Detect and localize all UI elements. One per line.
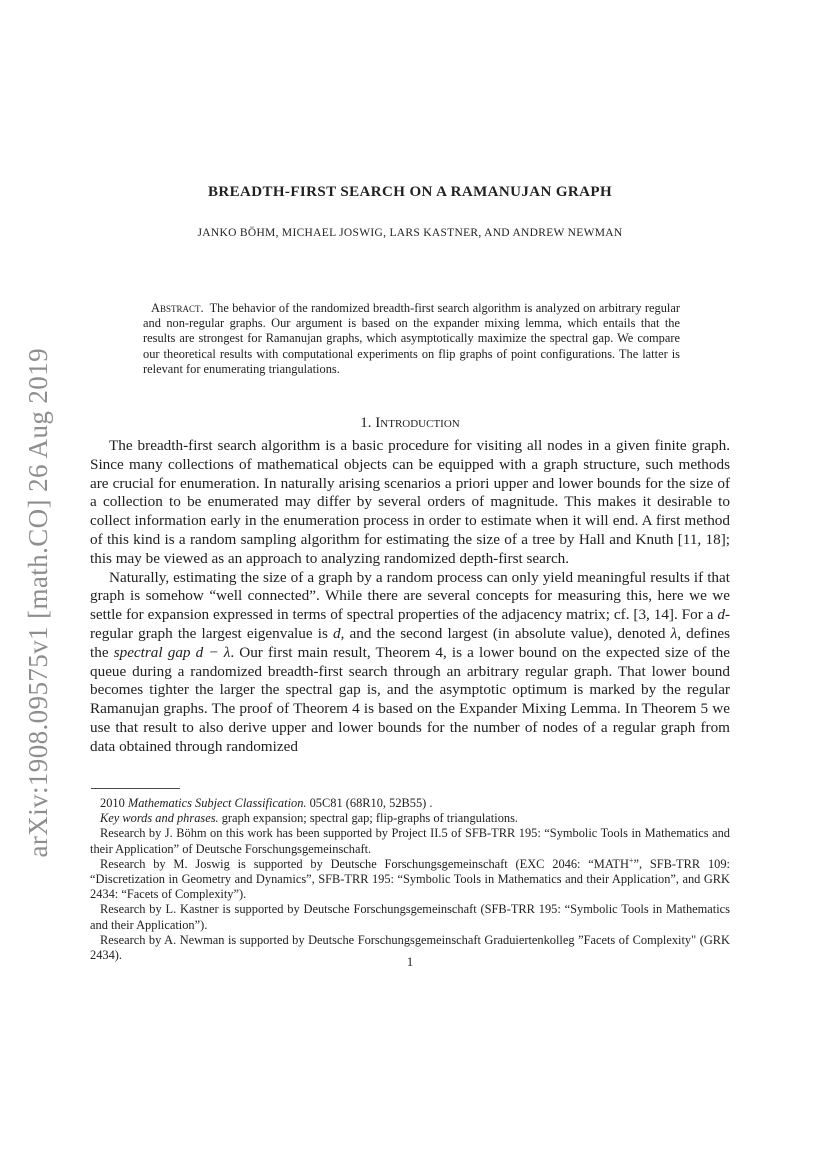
- arxiv-stamp-text: arXiv:1908.09575v1 [math.CO] 26 Aug 2019: [22, 348, 53, 858]
- paper-authors: JANKO BÖHM, MICHAEL JOSWIG, LARS KASTNER, AND ANDREW NEWMAN: [197, 227, 623, 239]
- section-heading: [90, 415, 730, 432]
- footnote-msc: 2010 Mathematics Subject Classification. 05C81 (68R10, 52B55) .: [100, 796, 433, 810]
- footnote-funding-newman: Research by A. Newman is supported by Deutsche Forschungsgemeinschaft Graduiertenkolleg ”Facets of Complexity" (GRK 2434).: [90, 932, 730, 963]
- footnote-funding-joswig: Research by M. Joswig is supported by Deutsche Forschungsgemeinschaft (EXC 2046: “MATH+”, SFB-TRR 109: “Discretization in Geometry and Dynamics”, SFB-TRR 195: “Symbolic Tools in Mathematics and their Application”, and GRK 2434: “Facets of Complexity”).: [90, 855, 731, 902]
- footnote-funding-boehm: Research by J. Böhm on this work has been supported by Project II.5 of SFB-TRR 195: “Symbolic Tools in Mathematics and their Application” of Deutsche Forschungsgemeinschaft.: [90, 826, 730, 856]
- abstract-paragraph: [143, 301, 680, 377]
- abstract-label: Abstract.: [151, 301, 204, 315]
- paper-title: BREADTH-FIRST SEARCH ON A RAMANUJAN GRAPH: [207, 184, 613, 200]
- body-paragraph-2: Naturally, estimating the size of a graph by a random process can only yield meaningful results if that graph is somehow “well connected”. While there are several concepts for measuring this, here we we settle for expansion expressed in terms of spectral properties of the adjacency matrix; cf. [3, 14]. For a d-regular graph the largest eigenvalue is d, and the second largest (in absolute value), denoted λ, defines the spectral gap d − λ. Our first main result, Theorem 4, is a lower bound on the expected size of the queue during a randomized breadth-first search through an arbitrary regular graph. That lower bound becomes tighter the larger the spectral gap is, and the asymptotic optimum is marked by the regular Ramanujan graphs. The proof of Theorem 4 is based on the Expander Mixing Lemma. In Theorem 5 we use that result to also derive upper and lower bounds for the number of nodes of a regular graph from data obtained through randomized: [90, 568, 730, 755]
- section-title: Introduction: [375, 415, 460, 431]
- footnote-keywords: Key words and phrases. graph expansion; spectral gap; flip-graphs of triangulations.: [100, 811, 519, 826]
- body-text: [90, 437, 730, 757]
- abstract-block: [143, 301, 680, 377]
- footnotes-block: [90, 796, 730, 963]
- body-paragraph-1: The breadth-first search algorithm is a basic procedure for visiting all nodes in a given finite graph. Since many collections of mathematical objects can be equipped with a graph structure, such methods are crucial for enumeration. In naturally arising scenarios a priori upper and lower bounds for the size of a collection to be enumerated may differ by several orders of magnitude. This makes it desirable to collect information early in the enumeration process in order to estimate when it will end. A first method of this kind is a random sampling algorithm for estimating the size of a tree by Hall and Knuth [11, 18]; this may be viewed as an approach to analyzing randomized depth-first search.: [90, 437, 730, 567]
- arxiv-stamp: [21, 330, 55, 876]
- footnote-rule: [91, 788, 180, 789]
- abstract-text: The behavior of the randomized breadth-first search algorithm is analyzed on arbitrary regular and non-regular graphs. Our argument is based on the expander mixing lemma, which entails that the results are strongest for Ramanujan graphs, which asymptotically maximize the spectral gap. We compare our theoretical results with computational experiments on flip graphs of point configurations. The latter is relevant for enumerating triangulations.: [143, 301, 680, 376]
- page-number: 1: [406, 955, 414, 969]
- section-number: 1.: [360, 415, 372, 431]
- footnote-funding-kastner: Research by L. Kastner is supported by Deutsche Forschungsgemeinschaft (SFB-TRR 195: “Symbolic Tools in Mathematics and their Application”).: [90, 902, 730, 932]
